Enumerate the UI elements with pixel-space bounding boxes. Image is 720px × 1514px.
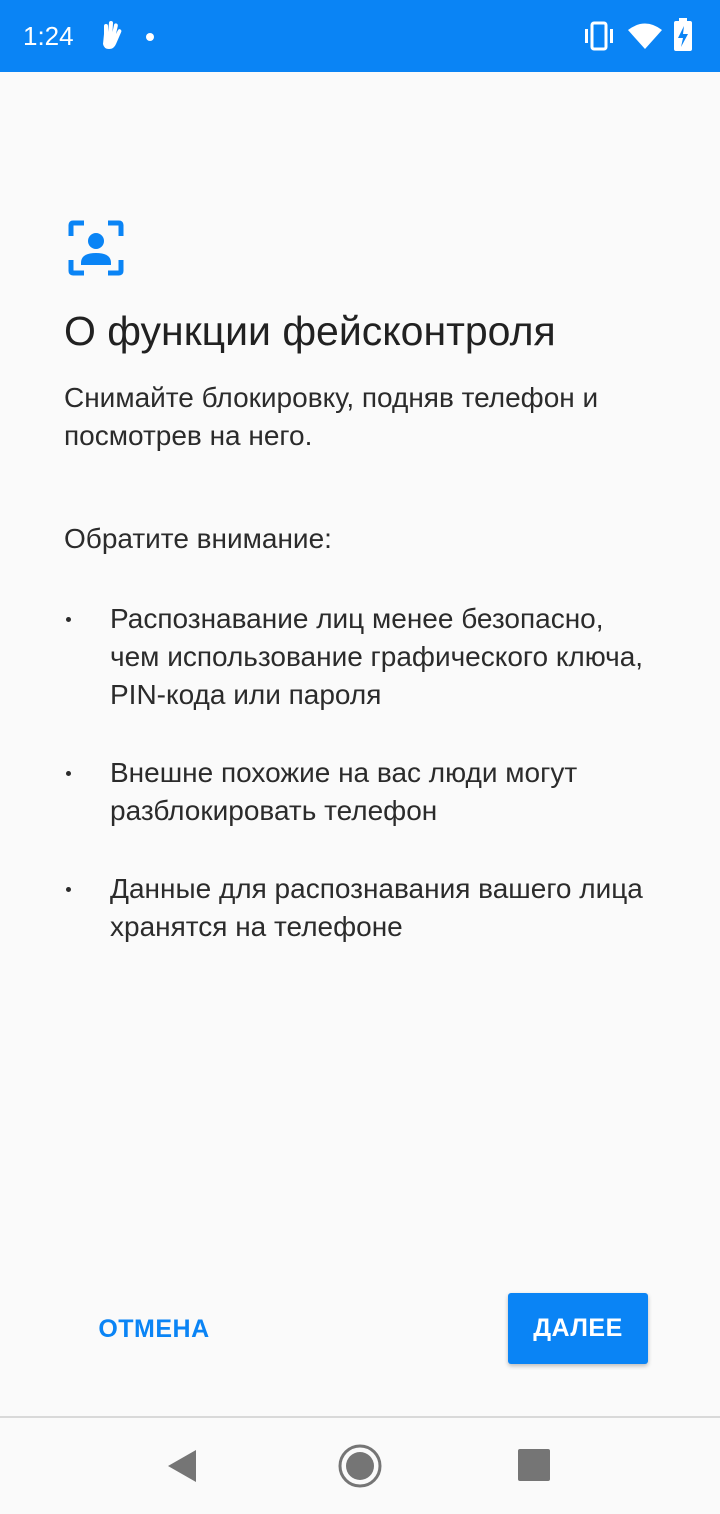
- hand-icon: [96, 20, 126, 52]
- notice-heading: Обратите внимание:: [64, 523, 332, 554]
- list-item: [0, 870, 660, 946]
- bullet-icon: [66, 771, 71, 776]
- list-item: [0, 600, 660, 714]
- cancel-button[interactable]: ОТМЕНА: [80, 1294, 228, 1364]
- description-text: Снимайте блокировку, подняв телефон и посмотрев на него.: [64, 382, 599, 451]
- bullet-icon: [66, 617, 71, 622]
- list-item-text: Внешне похожие на вас люди могут разблокировать телефон: [110, 757, 578, 826]
- list-item-text: Данные для распознавания вашего лица хранятся на телефоне: [110, 873, 643, 942]
- wifi-icon: [627, 22, 663, 50]
- notice-list: [0, 600, 720, 986]
- vibrate-icon: [582, 20, 616, 52]
- face-scan-icon: [68, 220, 124, 276]
- navigation-bar: [0, 1416, 720, 1514]
- notification-dot-icon: [146, 33, 154, 41]
- back-icon[interactable]: [166, 1448, 198, 1484]
- battery-charging-icon: [673, 18, 693, 52]
- list-item: [0, 754, 660, 830]
- next-button[interactable]: ДАЛЕЕ: [508, 1293, 648, 1364]
- list-item-text: Распознавание лиц менее безопасно, чем использование графического ключа, PIN-кода или пароля: [110, 603, 644, 710]
- recents-icon[interactable]: [518, 1449, 550, 1481]
- bullet-icon: [66, 887, 71, 892]
- home-icon[interactable]: [336, 1442, 384, 1490]
- status-time: 1:24: [23, 21, 74, 51]
- page-title: О функции фейсконтроля: [64, 308, 556, 354]
- status-bar: [0, 0, 720, 72]
